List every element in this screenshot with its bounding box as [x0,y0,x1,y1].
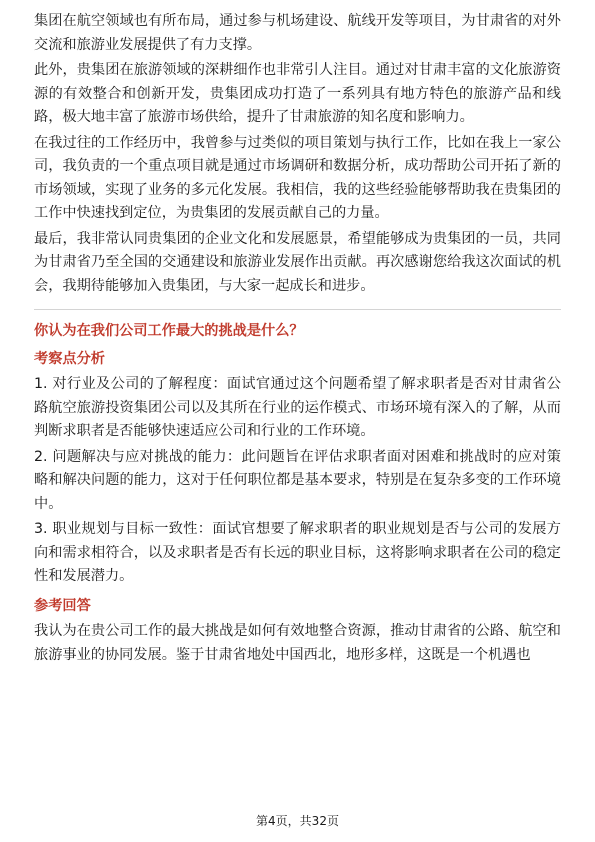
answer-title: 参考回答 [34,597,91,614]
intro-paragraph-2: 此外，贵集团在旅游领域的深耕细作也非常引人注目。通过对甘肃丰富的文化旅游资源的有效整合和创新开发，贵集团成功打造了一系列具有地方特色的旅游产品和线路，极大地丰富了旅游市场供给，提升了甘肃旅游的知名度和影响力。 [34,62,561,125]
section-divider [34,309,561,310]
intro-paragraph-1: 集团在航空领域也有所布局，通过参与机场建设、航线开发等项目，为甘肃省的对外交流和旅游业发展提供了有力支撑。 [34,13,561,53]
analysis-point-1: 1. 对行业及公司的了解程度：面试官通过这个问题希望了解求职者是否对甘肃省公路航空旅游投资集团公司以及其所在行业的运作模式、市场环境有深入的了解，从而判断求职者是否能够快速适应公司和行业的工作环境。 [34,376,561,439]
intro-paragraph-3: 在我过往的工作经历中，我曾参与过类似的项目策划与执行工作，比如在我上一家公司，我负责的一个重点项目就是通过市场调研和数据分析，成功帮助公司开拓了新的市场领域，实现了业务的多元化发展。我相信，我的这些经验能够帮助我在贵集团的工作中快速找到定位，为贵集团的发展贡献自己的力量。 [34,134,561,221]
analysis-point-2: 2. 问题解决与应对挑战的能力：此问题旨在评估求职者面对困难和挑战时的应对策略和解决问题的能力，这对于任何职位都是基本要求，特别是在复杂多变的工作环境中。 [34,448,561,512]
analysis-point-3: 3. 职业规划与目标一致性：面试官想要了解求职者的职业规划是否与公司的发展方向和需求相符合，以及求职者是否有长远的职业目标，这将影响求职者在公司的稳定性和发展潜力。 [34,521,561,584]
document-page [34,10,561,669]
answer-paragraph: 我认为在贵公司工作的最大挑战是如何有效地整合资源，推动甘肃省的公路、航空和旅游事业的协同发展。鉴于甘肃省地处中国西北，地形多样，这既是一个机遇也 [34,623,561,663]
analysis-title: 考察点分析 [34,350,105,367]
page-number-footer: 第4页，共32页 [256,814,339,828]
intro-paragraph-4: 最后，我非常认同贵集团的企业文化和发展愿景，希望能够成为贵集团的一员，共同为甘肃省乃至全国的交通建设和旅游业发展作出贡献。再次感谢您给我这次面试的机会，我期待能够加入贵集团，与大家一起成长和进步。 [34,230,561,294]
interview-question: 你认为在我们公司工作最大的挑战是什么？ [34,323,304,339]
